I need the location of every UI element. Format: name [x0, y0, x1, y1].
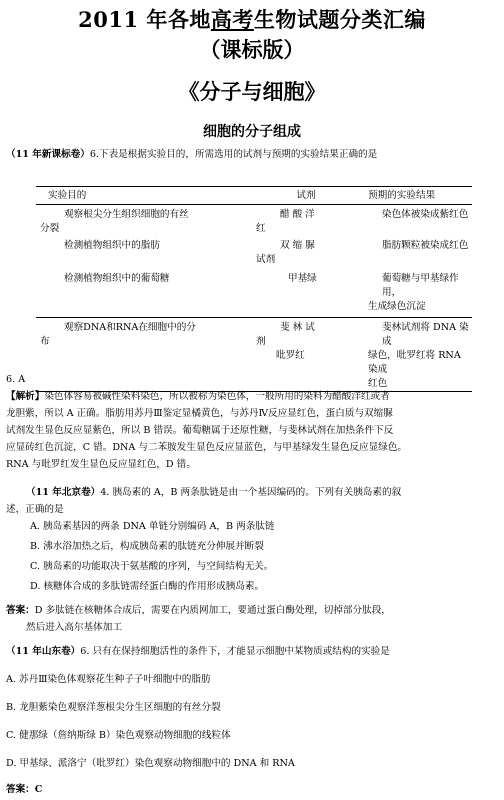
header-result: 预期的实验结果 [356, 187, 472, 205]
section-title: 细胞的分子组成 [203, 124, 301, 140]
q6-analysis-line: 【解析】染色体容易被碱性染料染色，所以被称为染色体，一般所用的染料为醋酸洋红或者 [6, 391, 390, 402]
q6-analysis-line: 试剂发生显色反应显紫色，所以 B 错误。葡萄糖属于还原性糖，与斐林试剂在加热条件下反 [6, 425, 394, 436]
q6-analysis-line: 应显砖红色沉淀，C 错。DNA 与二苯胺发生显色反应显蓝色，与甲基绿发生显色反应显绿色。 [6, 442, 408, 453]
header-purpose: 实验目的 [36, 187, 226, 205]
row-purpose: 观察DNA和RNA在细胞中的分 布 [36, 318, 226, 392]
edition-title: （课标版） [199, 37, 305, 62]
q6b-option-b: B. 龙胆紫染色观察洋葱根尖分生区细胞的有丝分裂 [6, 702, 221, 713]
q6b-option-c: C. 健那绿（詹纳斯绿 B）染色观察动物细胞的线粒体 [6, 730, 231, 741]
row-reagent: 双缩脲 试剂 [256, 240, 318, 265]
question-4-stem-cont: 述，正确的是 [6, 504, 64, 515]
q4-option-d: D. 核糖体合成的多肽链需经蛋白酶的作用形成胰岛素。 [30, 581, 265, 592]
row-result: 斐林试剂将 DNA 染成 绿色，吡罗红将 RNA 染成 红色 [356, 318, 472, 392]
q4-option-a: A. 胰岛素基因的两条 DNA 单链分别编码 A，B 两条肽链 [30, 521, 275, 532]
table-row [36, 236, 472, 267]
q6b-answer: 答案：C [6, 784, 43, 795]
row-purpose: 检测植物组织中的葡萄糖 [64, 273, 170, 284]
q6b-option-a: A. 苏丹Ⅲ染色体观察花生种子子叶细胞中的脂肪 [6, 674, 211, 685]
book-title: 《分子与细胞》 [178, 79, 326, 104]
reagent-table [36, 186, 472, 392]
q4-option-c: C. 胰岛素的功能取决于氨基酸的序列，与空间结构无关。 [30, 561, 274, 572]
row-reagent: 甲基绿 [288, 273, 317, 284]
question-6-stem: （11 年新课标卷）6.下表是根据实验目的，所需选用的试剂与预期的实验结果正确的是 [6, 149, 378, 160]
row-result: 脂肪颗粒被染成红色 [382, 240, 469, 251]
question-6-shandong-stem: （11 年山东卷）6. 只有在保持细胞活性的条件下，才能显示细胞中某物质或结构的实验是 [6, 646, 390, 657]
row-reagent: 醋酸洋 红 [256, 209, 318, 234]
row-result: 葡萄糖与甲基绿作用， 生成绿色沉淀 [368, 273, 459, 312]
main-title: 2011 年各地高考生物试题分类汇编 [78, 7, 426, 32]
row-reagent: 斐林试 剂 吡罗红 [226, 318, 356, 392]
q6b-option-d: D. 甲基绿、派洛宁（吡罗红）染色观察动物细胞中的 DNA 和 RNA [6, 758, 295, 769]
table-row [36, 267, 472, 318]
q4-answer: 答案：D 多肽链在核糖体合成后，需要在内质网加工，要通过蛋白酶处理，切掉部分肽段， [6, 605, 391, 616]
row-purpose: 观察根尖分生组织细胞的有丝 分裂 [40, 209, 189, 234]
table-header-row [36, 187, 472, 205]
q6-analysis-line: RNA 与吡罗红发生显色反应显红色，D 错。 [6, 459, 196, 470]
q6-answer: 6. A [6, 374, 26, 385]
row-result: 染色体被染成紫红色 [382, 209, 469, 220]
table-row [36, 205, 472, 237]
row-purpose: 检测植物组织中的脂肪 [64, 240, 160, 251]
q6-analysis-line: 龙胆紫，所以 A 正确。脂肪用苏丹Ⅲ鉴定显橘黄色，与苏丹Ⅳ反应显红色，蛋白质与双缩脲 [6, 408, 393, 419]
question-4-stem: （11 年北京卷）4. 胰岛素的 A，B 两条肽链是由一个基因编码的。下列有关胰岛素的叙 [26, 487, 402, 498]
q4-option-b: B. 沸水浴加热之后，构成胰岛素的肽链充分伸展并断裂 [30, 541, 264, 552]
header-reagent: 试剂 [226, 187, 356, 205]
q4-answer-cont: 然后进入高尔基体加工 [26, 622, 122, 633]
